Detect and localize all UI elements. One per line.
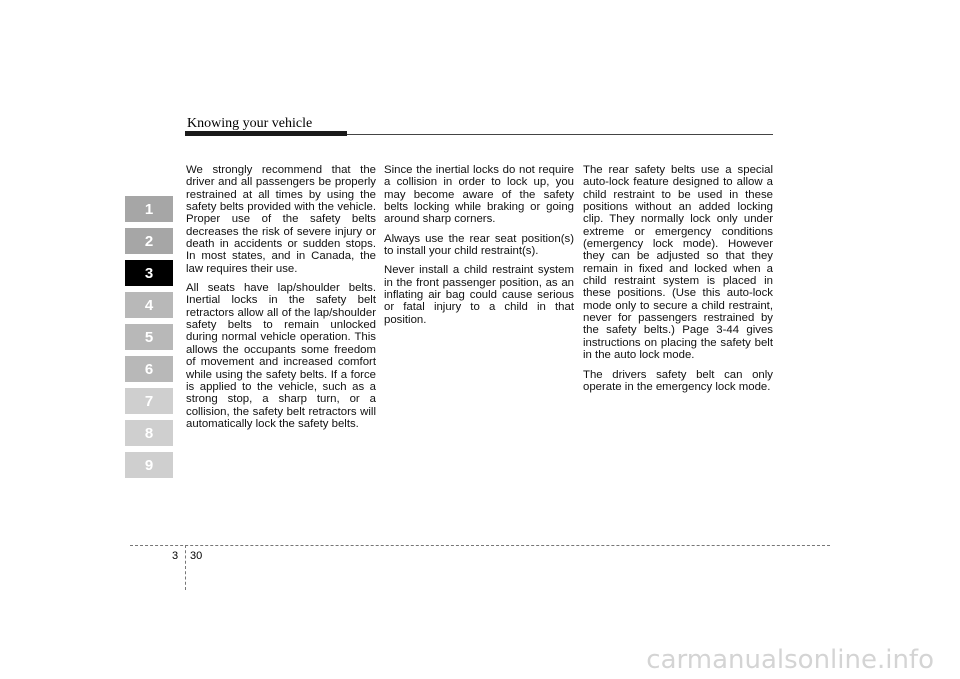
paragraph: We strongly recommend that the driver and all passengers be properly restrained at all times by using the safety belts provided with the vehicle. Proper use of the safety belts decreases the risk of severe injury or death in accidents or sudden stops. In most states, and in Canada, the law requires their use. [186, 164, 376, 275]
chapter-tab-7[interactable]: 7 [125, 388, 173, 414]
chapter-tab-3[interactable]: 3 [125, 260, 173, 286]
chapter-tab-2[interactable]: 2 [125, 228, 173, 254]
chapter-tab-8[interactable]: 8 [125, 420, 173, 446]
paragraph: Since the inertial locks do not require a collision in order to lock up, you may become aware of the safety belts locking while braking or going around sharp corners. [384, 164, 574, 226]
chapter-tab-9[interactable]: 9 [125, 452, 173, 478]
text-column-2 [384, 164, 574, 333]
page-number: 30 [190, 550, 203, 562]
paragraph: All seats have lap/shoulder belts. Inertial locks in the safety belt retractors allow all of the lap/shoulder safety belts to remain unlocked during normal vehicle operation. This allows the occupants some freedom of movement and increased comfort while using the safety belts. If a force is applied to the vehicle, such as a strong stop, a sharp turn, or a collision, the safety belt retractors will automatically lock the safety belts. [186, 282, 376, 430]
paragraph: Never install a child restraint system in the front passenger position, as an inflating air bag could cause serious or fatal injury to a child in that position. [384, 264, 574, 326]
header-bar [185, 131, 347, 136]
chapter-tab-1[interactable]: 1 [125, 196, 173, 222]
footer-vertical-rule [185, 545, 186, 590]
paragraph: Always use the rear seat position(s) to install your child restraint(s). [384, 232, 574, 258]
chapter-tab-6[interactable]: 6 [125, 356, 173, 382]
text-column-3 [583, 164, 773, 400]
text-column-1 [186, 164, 376, 437]
paragraph: The drivers safety belt can only operate in the emergency lock mode. [583, 368, 773, 393]
watermark: carmanualsonline.info [646, 645, 934, 675]
footer-rule [130, 545, 830, 546]
page-header-title: Knowing your vehicle [187, 116, 313, 131]
chapter-tabs [125, 196, 173, 484]
paragraph: The rear safety belts use a special auto-lock feature designed to allow a child restraint to be used in these positions without an added locking clip. They normally lock only under extreme or emergency conditions (emergency lock mode). However they can be adjusted so that they remain in fixed and locked when a child restraint system is placed in these positions. (Use this auto-lock mode only to secure a child restraint, never for passengers restrained by the safety belts.) Page 3-44 gives instructions on placing the safety belt in the auto lock mode. [583, 164, 773, 362]
chapter-tab-5[interactable]: 5 [125, 324, 173, 350]
page-chapter-number: 3 [172, 550, 179, 562]
header-rule [347, 134, 773, 135]
chapter-tab-4[interactable]: 4 [125, 292, 173, 318]
